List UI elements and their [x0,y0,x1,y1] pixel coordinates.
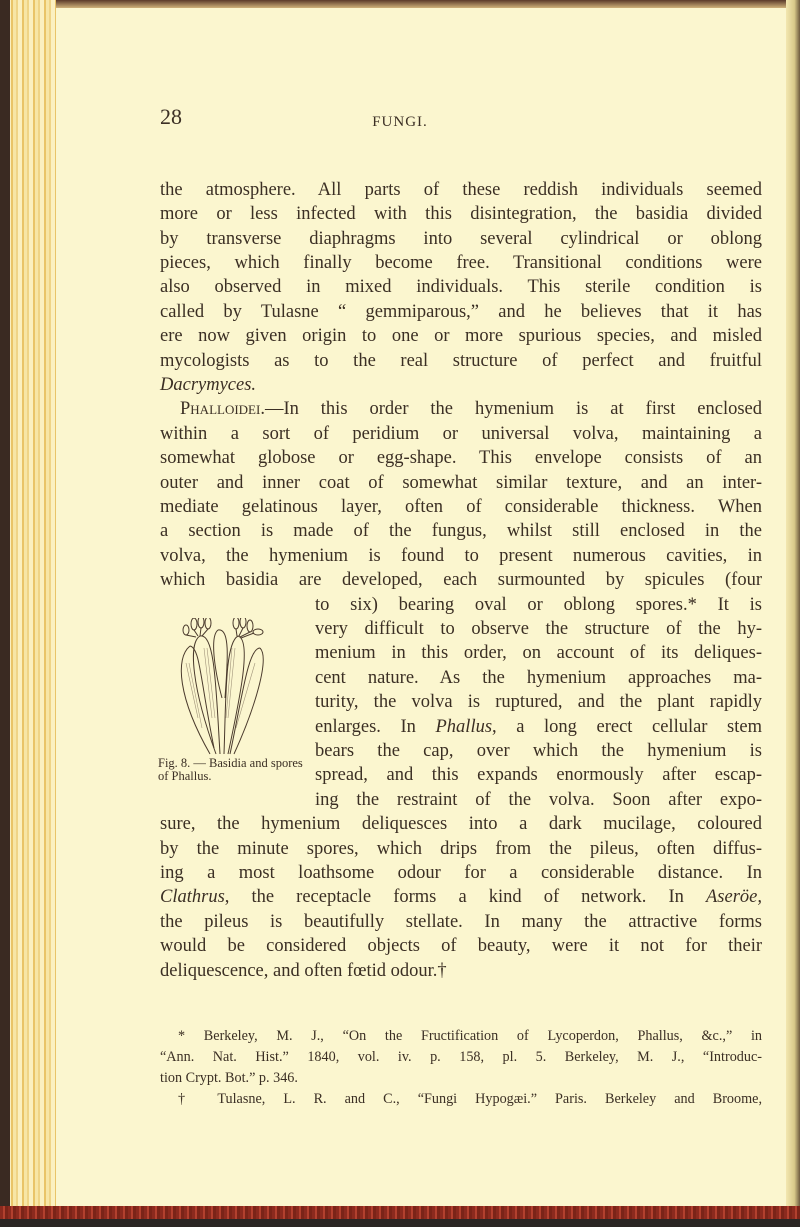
text-line: more or less infected with this disintegration, the basidia divided [160,204,762,224]
footnote-line: * Berkeley, M. J., “On the Fructification of Lycoperdon, Phallus, &c.,” in [178,1028,762,1044]
text-line: within a sort of peridium or universal volva, maintaining a [160,424,762,444]
text-line: spread, and this expands enormously after escap- [315,765,762,785]
text-line: turity, the volva is ruptured, and the plant rapidly [315,692,762,712]
text-span: enlarges. In [315,717,436,737]
text-line: to six) bearing oval or oblong spores.* It is [315,595,762,615]
figure-caption: Fig. 8. — Basidia and spores of Phallus. [158,756,303,783]
text-line: volva, the hymenium is found to present numerous cavities, in [160,546,762,566]
text-line: ing a most loathsome odour for a considerable distance. In [160,863,762,883]
book-cover-edge [0,0,10,1227]
text-line: very difficult to observe the structure of the hy- [315,619,762,639]
text-line [160,885,762,909]
footnote-line: tion Crypt. Bot.” p. 346. [160,1070,298,1086]
text-line [180,397,762,421]
italic-term: Clathrus [160,887,225,907]
text-line: cent nature. As the hymenium approaches ma- [315,668,762,688]
text-line: ere now given origin to one or more spurious species, and misled [160,326,762,346]
footnote-line: “Ann. Nat. Hist.” 1840, vol. iv. p. 158, pl. 5. Berkeley, M. J., “Introduc- [160,1049,762,1065]
text-line: deliquescence, and often fœtid odour.† [160,961,447,981]
text-span: , the receptacle forms a kind of network. In [224,887,706,907]
text-line: which basidia are developed, each surmounted by spicules (four [160,570,762,590]
text-line: sure, the hymenium deliquesces into a dark mucilage, coloured [160,814,762,834]
running-head: FUNGI. [372,114,428,130]
italic-term: Aseröe, [706,887,762,907]
footnote-line: † Tulasne, L. R. and C., “Fungi Hypogæi.” Paris. Berkeley and Broome, [178,1091,762,1107]
section-heading: Phalloidei. [180,399,265,419]
text-line: outer and inner coat of somewhat similar texture, and an inter- [160,473,762,493]
book-cover-shadow [0,1219,800,1227]
text-line: also observed in mixed individuals. This sterile condition is [160,277,762,297]
page-number: 28 [160,104,182,129]
text-line: pieces, which finally become free. Transitional conditions were [160,253,762,273]
text-line: by transverse diaphragms into several cylindrical or oblong [160,229,762,249]
text-line: ing the restraint of the volva. Soon after expo- [315,790,762,810]
text-line: by the minute spores, which drips from the pileus, often diffus- [160,839,762,859]
text-line: Dacrymyces. [160,375,257,395]
page-gutter [786,0,800,1227]
book-top-edge [0,0,800,8]
text-line: mediate gelatinous layer, often of considerable thickness. When [160,497,762,517]
text-span: —In this order the hymenium is at first enclosed [264,399,762,419]
text-line: menium in this order, on account of its deliques- [315,643,762,663]
text-line: would be considered objects of beauty, were it not for their [160,936,762,956]
text-line: bears the cap, over which the hymenium is [315,741,762,761]
basidia-illustration [170,618,280,758]
text-span: , a long erect cellular stem [492,717,762,737]
text-line: the atmosphere. All parts of these reddish individuals seemed [160,180,762,200]
text-line: called by Tulasne “ gemmiparous,” and he believes that it has [160,302,762,322]
text-line: somewhat globose or egg-shape. This envelope consists of an [160,448,762,468]
text-line: mycologists as to the real structure of perfect and fruitful [160,351,762,371]
text-line: a section is made of the fungus, whilst still enclosed in the [160,521,762,541]
text-line [315,715,762,739]
text-line: the pileus is beautifully stellate. In many the attractive forms [160,912,762,932]
italic-term: Phallus [435,717,493,737]
